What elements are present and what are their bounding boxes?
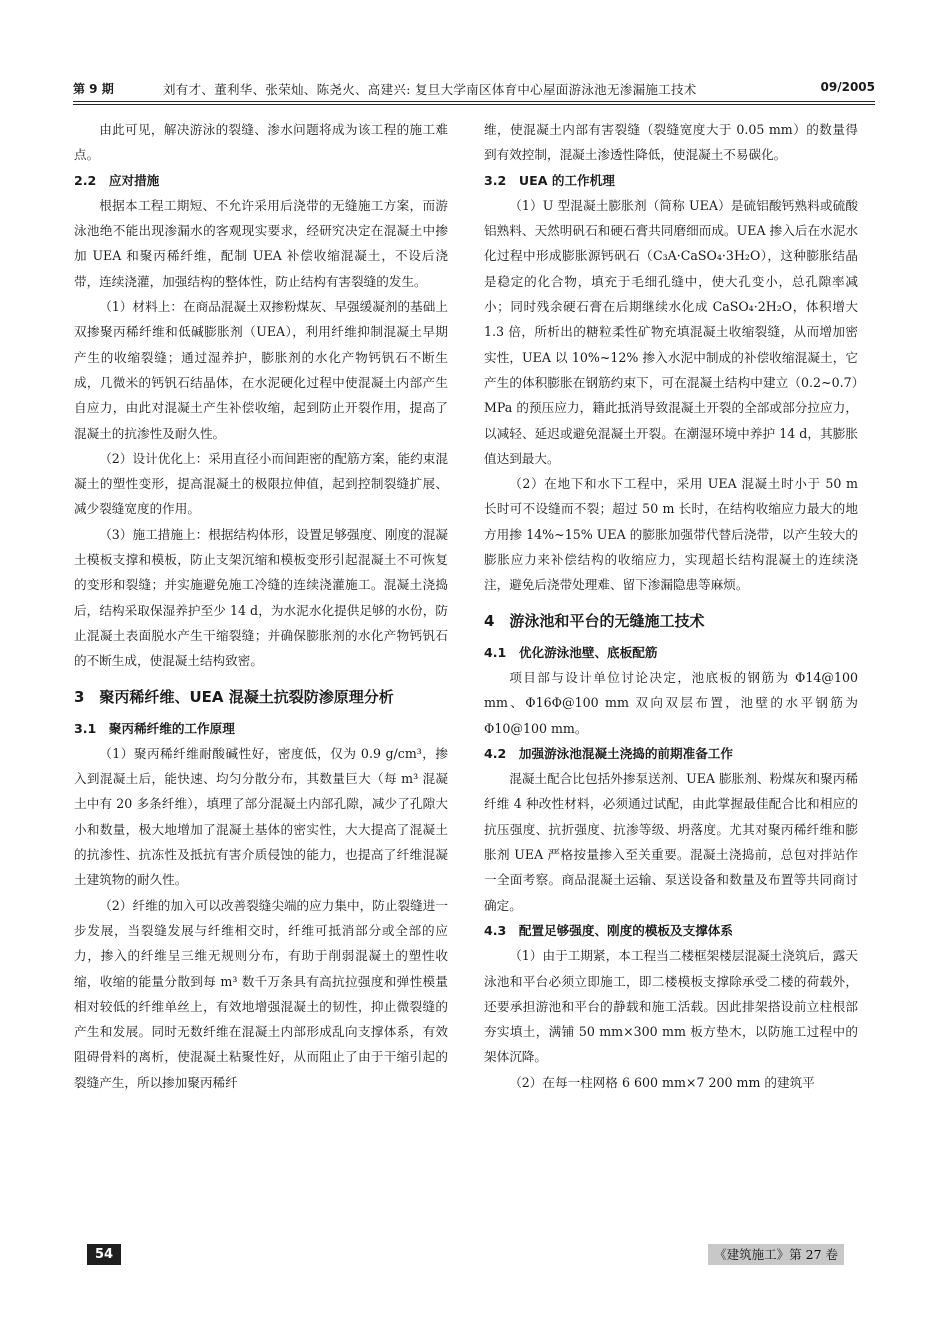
header-rule (73, 101, 875, 102)
paragraph: 由此可见，解决游泳的裂缝、渗水问题将成为该工程的施工难点。 (74, 122, 448, 163)
journal-name: 《建筑施工》第 27 卷 (708, 1244, 844, 1265)
issue-date: 09/2005 (820, 80, 875, 94)
paragraph: （1）聚丙稀纤维耐酸碱性好，密度低，仅为 0.9 g/cm³，掺入到混凝土后，能快速、均匀分散分布，其数量巨大（每 m³ 混凝土中有 20 多条纤维），填理了部分混凝土内部孔隙，减少了孔隙大小和数量，极大地增加了混凝土基体的密实性，大大提高了混凝土的抗渗性、抗冻性及抵抗有害介质侵蚀的能力，也提高了纤维混凝土建筑物的耐久性。 (74, 745, 448, 888)
authors-title: 刘有才、董利华、张荣灿、陈尧火、高建兴: 复旦大学南区体育中心屋面游泳池无渗漏施工技术 (163, 82, 697, 97)
paragraph: （2）在地下和水下工程中，采用 UEA 混凝土时小于 50 m 长时可不设缝而不裂；超过 50 m 长时，在结构收缩应力最大的地方用掺 14%~15% UEA 的膨胀加强带代替后浇带，以产生较大的膨胀应力来补偿结构的收缩应力，实现超长结构混凝土的连续浇注，避免后浇带处理难、留下渗漏隐患等麻烦。 (484, 476, 858, 593)
paragraph: （1）由于工期紧，本工程当二楼框架楼层混凝土浇筑后，露天泳池和平台必须立即施工，即二楼模板支撑除承受二楼的荷载外，还要承担游池和平台的静载和施工活载。因此排架搭设前立柱根部夯实填土，满铺 50 mm×300 mm 板方垫木，以防施工过程中的架体沉降。 (484, 948, 858, 1065)
subsection-heading: 3.2 UEA 的工作机理 (484, 172, 615, 188)
running-header (73, 78, 875, 100)
section-heading: 3 聚丙稀纤维、UEA 混凝土抗裂防渗原理分析 (74, 687, 394, 706)
paragraph: 根据本工程工期短、不允许采用后浇带的无缝施工方案，而游泳池绝不能出现渗漏水的客观现实要求，经研究决定在混凝土中掺加 UEA 和聚丙稀纤维，配制 UEA 补偿收缩混凝土，不设后浇带，连续浇灌，加强结构的整体性，防止结构有害裂缝的发生。 (74, 197, 448, 289)
paragraph: （1）材料上：在商品混凝土双掺粉煤灰、早强缓凝剂的基础上双掺聚丙稀纤维和低碱膨胀剂（UEA），利用纤维抑制混凝土早期产生的收缩裂缝；通过湿养护，膨胀剂的水化产物钙钒石不断生成，几微米的钙钒石结晶体，在水泥硬化过程中使混凝土内部产生自应力，由此对混凝土产生补偿收缩，起到防止开裂作用，提高了混凝土的抗渗性及耐久性。 (74, 299, 448, 441)
subsection-heading: 3.1 聚丙稀纤维的工作原理 (74, 720, 235, 736)
subsection-heading: 4.3 配置足够强度、刚度的模板及支撑体系 (484, 922, 733, 938)
subsection-heading: 2.2 应对措施 (74, 172, 160, 188)
page-number: 54 (87, 1244, 121, 1265)
paragraph: （3）施工措施上：根据结构体形，设置足够强度、刚度的混凝土模板支撑和模板，防止支架沉缩和模板变形引起混凝土不可恢复的变形和裂缝；并实施避免施工冷缝的连续浇灌施工。混凝土浇捣后，结构采取保湿养护至少 14 d，为水泥水化提供足够的水份，防止混凝土表面脱水产生干缩裂缝；并确保膨胀剂的水化产物钙钒石的不断生成，使混凝土结构致密。 (74, 526, 448, 669)
header-rule-thin (73, 104, 875, 105)
subsection-heading: 4.2 加强游泳池混凝土浇捣的前期准备工作 (484, 745, 733, 761)
paragraph: 混凝土配合比包括外掺泵送剂、UEA 膨胀剂、粉煤灰和聚丙稀纤维 4 种改性材料，必须通过试配，由此掌握最佳配合比和相应的抗压强度、抗折强度、抗渗等级、坍落度。尤其对聚丙稀纤维和膨胀剂 UEA 严格按量掺入至关重要。混凝土浇捣前，总包对拌站作一全面考察。商品混凝土运输、泵送设备和数量及布置等共同商讨确定。 (484, 771, 858, 913)
section-heading: 4 游泳池和平台的无缝施工技术 (484, 611, 705, 630)
paragraph: （2）纤维的加入可以改善裂缝尖端的应力集中，防止裂缝进一步发展，当裂缝发展与纤维相交时，纤维可抵消部分或全部的应力，掺入的纤维呈三维无规则分布，有助于削弱混凝土的塑性收缩，收缩的能量分散到每 m³ 数千万条具有高抗拉强度和弹性模量相对较低的纤维单丝上，有效地增强混凝土的韧性，抑止微裂缝的产生和发展。同时无数纤维在混凝土内部形成乱向支撑体系，有效阻碍骨料的离析，使混凝土粘聚性好，从而阻止了由于干缩引起的裂缝产生，所以掺加聚丙稀纤 (74, 897, 448, 1090)
paragraph: （1）U 型混凝土膨胀剂（简称 UEA）是硫铝酸钙熟料或硫酸铝熟料、天然明矾石和硬石膏共同磨细而成。UEA 掺入后在水泥水化过程中形成膨胀源钙矾石（C₃A·CaSO₄·3H₂O），这种膨胀结晶是稳定的化合物，填充于毛细孔缝中，使大孔变小，总孔隙率减小；同时残余硬石膏在后期继续水化成 CaSO₄·2H₂O，体积增大 1.3 倍，所析出的糖粒柔性矿物充填混凝土收缩裂缝，从而增加密实性，UEA 以 10%~12% 掺入水泥中制成的补偿收缩混凝土，它产生的体积膨胀在钢筋约束下，可在混凝土结构中建立（0.2~0.7）MPa 的预压应力，籍此抵消导致混凝土开裂的全部或部分拉应力，以减轻、延迟或避免混凝土开裂。在潮湿环境中养护 14 d，其膨胀值达到最大。 (484, 197, 858, 466)
issue-number: 第 9 期 (73, 82, 114, 96)
left-column (74, 117, 448, 1095)
paragraph: 项目部与设计单位讨论决定，池底板的钢筋为 Φ14@100 mm、Φ16Φ@100 mm 双向双层布置，池壁的水平钢筋为 Φ10@100 mm。 (484, 669, 858, 736)
paragraph: 维，使混凝土内部有害裂缝（裂缝宽度大于 0.05 mm）的数量得到有效控制，混凝土渗透性降低，使混凝土不易碳化。 (484, 122, 858, 163)
right-column (484, 117, 858, 1095)
paragraph: （2）在每一柱网格 6 600 mm×7 200 mm 的建筑平 (509, 1074, 815, 1090)
paragraph: （2）设计优化上：采用直径小而间距密的配筋方案，能约束混凝土的塑性变形，提高混凝土的极限拉伸值，起到控制裂缝扩展、减少裂缝宽度的作用。 (74, 450, 448, 517)
subsection-heading: 4.1 优化游泳池壁、底板配筋 (484, 644, 658, 660)
